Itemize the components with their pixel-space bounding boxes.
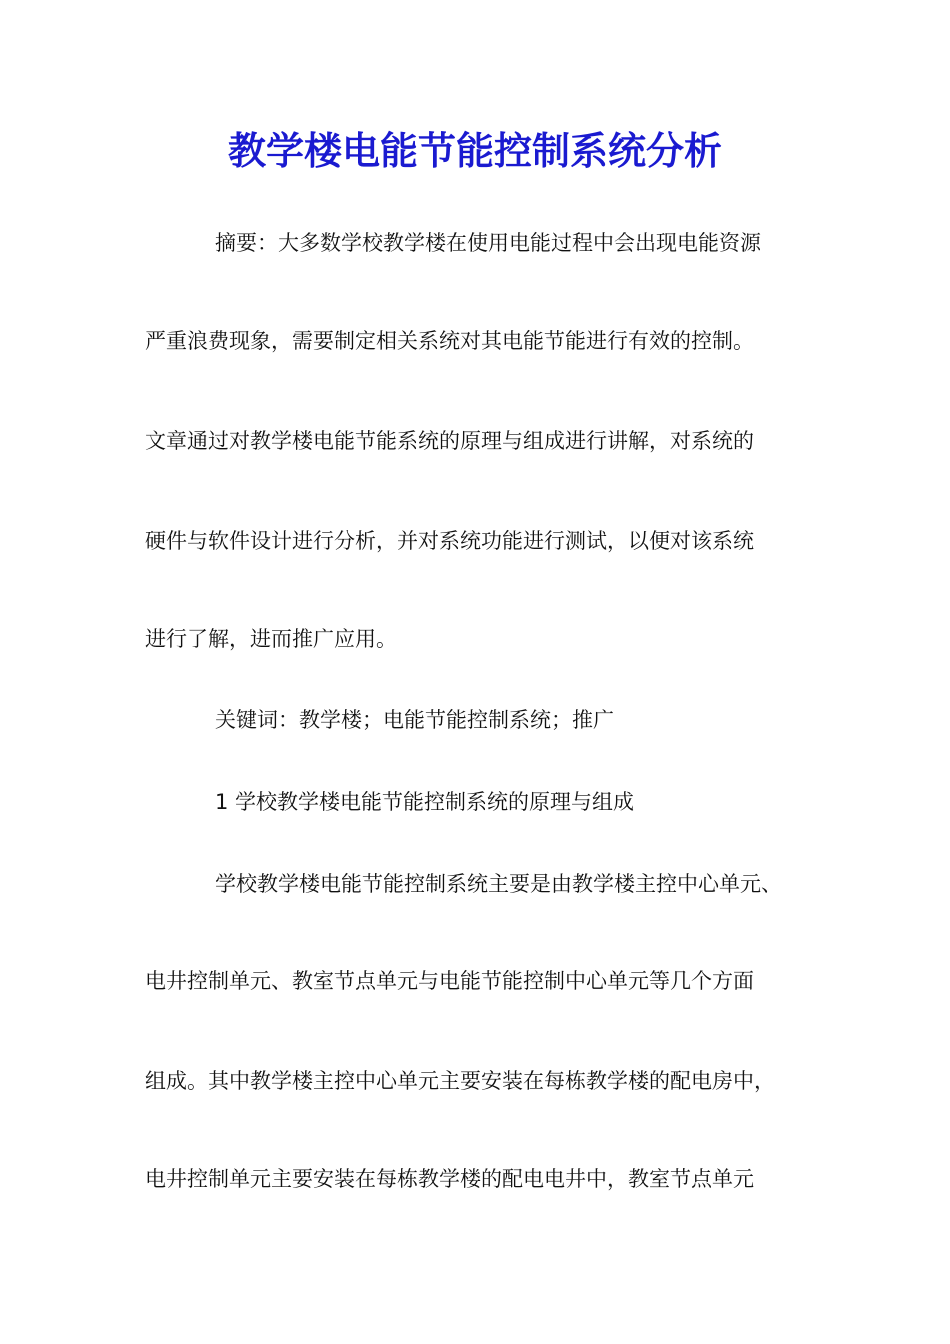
abstract-line-2: 严重浪费现象，需要制定相关系统对其电能节能进行有效的控制。 — [145, 329, 754, 353]
abstract-line-5: 进行了解，进而推广应用。 — [145, 627, 397, 651]
body-line-3: 组成。其中教学楼主控中心单元主要安装在每栋教学楼的配电房中， — [145, 1069, 775, 1093]
abstract-line-4: 硬件与软件设计进行分析，并对系统功能进行测试，以便对该系统 — [145, 529, 754, 553]
document-title: 教学楼电能节能控制系统分析 — [227, 128, 722, 173]
keywords-line: 关键词：教学楼；电能节能控制系统；推广 — [215, 708, 614, 732]
body-line-1: 学校教学楼电能节能控制系统主要是由教学楼主控中心单元、 — [215, 872, 782, 896]
abstract-line-1: 摘要：大多数学校教学楼在使用电能过程中会出现电能资源 — [215, 231, 761, 255]
abstract-line-3: 文章通过对教学楼电能节能系统的原理与组成进行讲解，对系统的 — [145, 429, 754, 453]
section-heading: 1 学校教学楼电能节能控制系统的原理与组成 — [215, 790, 635, 814]
body-line-4: 电井控制单元主要安装在每栋教学楼的配电电井中，教室节点单元 — [145, 1167, 754, 1191]
body-line-2: 电井控制单元、教室节点单元与电能节能控制中心单元等几个方面 — [145, 969, 754, 993]
